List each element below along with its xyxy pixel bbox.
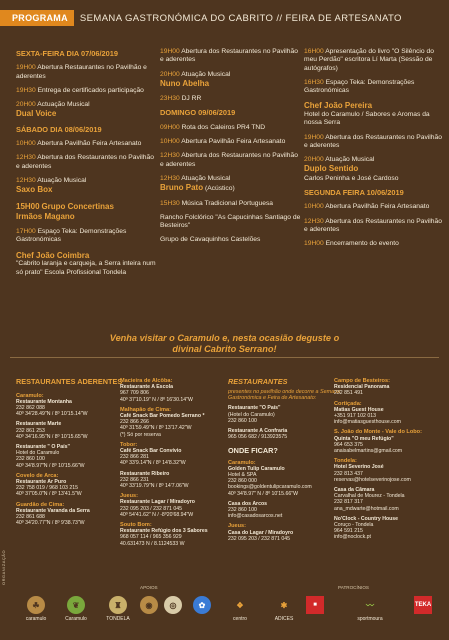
- apoio-logo-red: [306, 596, 326, 614]
- schedule-event: [304, 48, 444, 73]
- listing-detail: 232 861 688: [16, 513, 45, 520]
- schedule-event: [16, 202, 156, 223]
- event-description: Abertura dos Restaurantes no Pavilhão e aderentes: [16, 154, 154, 170]
- event-time: 19H00: [16, 64, 36, 72]
- portugal-logo: [188, 596, 216, 616]
- red-square-icon: ■: [306, 596, 324, 614]
- event-description: Atuação Musical: [181, 174, 231, 182]
- event-time: 20H00: [304, 156, 324, 164]
- schedule-event: [16, 101, 156, 120]
- event-description: Rota dos Caleiros PR4 TND: [181, 123, 266, 131]
- slogan-line-1: Venha visitar o Caramulo e, nesta ocasião deguste o: [109, 333, 340, 343]
- listing-detail: 40º 54'41.62" N / -8º20'68.94"W: [120, 511, 194, 518]
- schedule-event: [160, 200, 302, 208]
- event-description: Espaço Teka: Demonstrações Gastronómicas: [304, 78, 415, 95]
- event-performer: Bruno Pato: [160, 183, 204, 193]
- location-heading: Tobor:: [120, 441, 138, 448]
- schedule-column-2: [160, 48, 302, 251]
- listing-detail: 40º 37'10.19" N / 8º 16'30.14"W: [120, 396, 193, 403]
- listing-detail: 232 866 281: [120, 454, 149, 461]
- tondela-logo: ♜ TONDELA: [100, 596, 136, 622]
- listing-block: [120, 442, 238, 467]
- location-heading: Macieira de Alcôba:: [120, 378, 173, 384]
- portugal-icon: ✿: [193, 596, 211, 614]
- listing-name: Restaurante Varanda da Serra: [16, 507, 90, 514]
- listing-name: Restaurante Refúgio dos 3 Sabores: [120, 528, 208, 535]
- event-description: Grupo Concertinas: [41, 201, 114, 211]
- location-heading: S. João do Monte - Vale do Lobo:: [334, 429, 422, 436]
- listing-block: [334, 401, 446, 426]
- listing-detail: Hotel do Caramulo: [16, 450, 60, 457]
- event-description: Rancho Folclórico "As Capucinhas Santiago de Besteiros": [160, 213, 301, 230]
- schedule-event: [160, 214, 302, 231]
- listing-name: Casa da Câmara: [334, 487, 375, 494]
- schedule-event: [16, 87, 156, 95]
- listing-detail: 964 591 215: [334, 528, 363, 535]
- chef-description: "Cabrito laranja e carqueja, a Serra inteira num só prato" Escola Profissional Tondela: [16, 260, 156, 276]
- location-heading: Tondela:: [334, 458, 357, 465]
- adices-logo: ✱ ADICES: [266, 596, 302, 622]
- event-time: 15H30: [160, 199, 180, 207]
- listing-block: [120, 493, 238, 518]
- schedule-event: [160, 175, 302, 194]
- event-time: 16H30: [304, 78, 324, 86]
- restaurants-heading: RESTAURANTES ADERENTES: [16, 377, 123, 386]
- slogan-line-2: divinal Cabrito Serrano!: [172, 344, 277, 354]
- slogan: [0, 333, 449, 355]
- listing-name: Café Snack Bar Pomedo Serrano *: [120, 413, 205, 420]
- listing-detail: 232 860 100: [228, 506, 257, 513]
- header-bar: [0, 10, 449, 26]
- listing-name: Restaurante A Escola: [120, 384, 173, 391]
- event-title: SEMANA GASTRONÓMICA DO CABRITO // FEIRA DE ARTESANATO: [79, 12, 402, 24]
- apoios-label: APOIOS: [140, 585, 158, 590]
- listing-block: [228, 460, 346, 497]
- event-time: 19H00: [160, 48, 180, 55]
- event-description: Abertura Pavilhão Feira Artesanato: [181, 138, 286, 146]
- location-heading: Campo de Besteiros:: [334, 378, 390, 384]
- apoio-seal-2: [164, 596, 182, 616]
- adices-icon: ✱: [280, 600, 288, 610]
- where-to-stay-heading: ONDE FICAR?: [228, 446, 278, 456]
- chef-name: Chef João Pereira: [304, 101, 373, 111]
- event-description: Abertura dos Restaurantes no Pavilhão e aderentes: [160, 152, 298, 168]
- chef-description: Hotel do Caramulo / Sabores e Aromas da nossa Serra: [304, 110, 430, 127]
- location-heading: Malhapão de Cima:: [120, 406, 171, 413]
- listing-detail: info@noclock.pt: [334, 534, 371, 541]
- pavilion-restaurants-heading: RESTAURANTES: [228, 377, 288, 386]
- schedule-event: [16, 228, 156, 245]
- restaurants-column-3: [228, 378, 346, 546]
- event-time: 12H30: [304, 217, 324, 225]
- listing-block: [120, 471, 238, 490]
- listing-detail: 968 057 114 / 965 356 929: [120, 534, 182, 541]
- event-description: Abertura dos Restaurantes no Pavilhão e aderentes: [160, 48, 298, 64]
- event-description: Abertura Restaurantes no Pavilhão e aderentes: [16, 64, 147, 80]
- accommodation-column: [334, 378, 446, 545]
- schedule-column-1: [16, 48, 156, 283]
- listing-detail: 40º 34'8.97"N / 8º 10'15.66"W: [16, 462, 85, 469]
- event-description: Apresentação do livro "O Silêncio do meu Perdão" escritora Lí Marta (Sessão de autógrafos): [304, 48, 434, 72]
- location-heading: Jueus:: [228, 523, 247, 530]
- listing-name: Matias Guest House: [334, 406, 384, 413]
- chef-name: Chef João Coimbra: [16, 250, 90, 260]
- event-time: 15H00: [16, 201, 40, 211]
- listing-detail: 232 851 491: [334, 390, 363, 397]
- location-heading: Cortiçada:: [334, 400, 362, 407]
- listing-name: Casa dos Arcos: [228, 500, 268, 507]
- listing-detail: 232 817 317: [334, 499, 363, 506]
- patrocinios-label: PATROCÍNIOS: [338, 585, 369, 590]
- listing-name: Café Snack Bar Convívio: [120, 448, 182, 455]
- event-description: DJ RR: [181, 95, 202, 103]
- event-time: 09H00: [160, 123, 180, 131]
- leaf-icon: ❦: [67, 596, 85, 614]
- schedule-event: [304, 240, 444, 248]
- schedule-column-3: [304, 48, 444, 255]
- seal-icon: ◎: [164, 596, 182, 614]
- event-description: Atuação Musical: [37, 176, 87, 184]
- day-heading: SÁBADO DIA 08/06/2019: [16, 124, 102, 134]
- pavilion-restaurants-subtitle: presentes no pavilhão onde decorre a Semana Gastronómica e Feira de Artesanato:: [228, 388, 341, 401]
- listing-name: Restaurante Montanha: [16, 398, 72, 405]
- teka-badge: TEKA: [414, 596, 432, 614]
- chef-block: [16, 251, 156, 277]
- teka-logo: [414, 596, 436, 614]
- listing-block: [16, 393, 126, 418]
- listing-detail: 40º 31'59.49"N / 8º 13'17.42"W: [120, 425, 192, 432]
- schedule-event: [16, 140, 156, 148]
- event-time: 16H00: [304, 48, 324, 55]
- listing-detail: ana_mdwarte@hotmail.com: [334, 505, 399, 512]
- listing-detail: 967 709 806: [120, 390, 149, 397]
- listing-block: [228, 428, 346, 440]
- listing-block: [228, 501, 346, 520]
- listing-name: Hotel Severino José: [334, 464, 384, 471]
- caramulo-seal-icon: ☘: [27, 596, 45, 614]
- listing-name: Restaurante Ribeiro: [120, 470, 170, 477]
- location-heading: Caramulo:: [16, 392, 44, 399]
- event-time: 20H00: [16, 101, 36, 109]
- listing-detail: 40º 34'8.97" N / 8º 10'15.66"W: [228, 490, 299, 497]
- event-description: Atuação Musical: [181, 70, 231, 78]
- sponsor-logos: [18, 596, 443, 626]
- schedule-event: [160, 152, 302, 169]
- event-description: Entrega de certificados participação: [37, 86, 144, 94]
- listing-detail: info@casadosarcos.net: [228, 513, 283, 520]
- event-time: 10H00: [16, 140, 36, 148]
- listing-block: [120, 378, 238, 403]
- event-time: 12H30: [16, 154, 36, 162]
- listing-block: [120, 407, 238, 438]
- listing-name: Restaurante "O País": [228, 405, 281, 412]
- schedule-event: [16, 64, 156, 81]
- listing-detail: 40º 37'05.0"N / 8º 13'41.5"W: [16, 491, 82, 498]
- event-time: 23H30: [160, 95, 180, 103]
- event-performer: Duplo Sentido: [304, 164, 359, 174]
- listing-detail: +351 917 102 013: [334, 413, 376, 420]
- event-time: 19H00: [304, 240, 324, 248]
- schedule-event: [160, 236, 302, 244]
- listing-name: Golden Tulip Caramulo: [228, 465, 285, 472]
- event-time: 20H00: [160, 70, 180, 78]
- listing-detail: Coruço - Tondela: [334, 522, 374, 529]
- event-performer: Nuno Abelha: [160, 78, 210, 88]
- listing-detail: bookings@goldentulipcaramulo.com: [228, 484, 312, 491]
- listing-detail: Hotel & SPA: [228, 471, 257, 478]
- event-time: 12H30: [160, 174, 180, 182]
- listing-block: [334, 516, 446, 541]
- event-time: 19H30: [16, 86, 36, 94]
- listing-block: [334, 487, 446, 512]
- listing-detail: 232 095 203 / 232 871 045: [228, 535, 291, 542]
- schedule-event: [160, 95, 302, 103]
- event-description: Abertura dos Restaurantes no Pavilhão e aderentes: [304, 133, 442, 149]
- event-description: Encerramento do evento: [325, 240, 399, 248]
- listing-detail: 40.631473 N / 8.1124533 W: [120, 540, 185, 547]
- event-time: 12H30: [16, 176, 36, 184]
- listing-detail: 964 653 375: [334, 441, 363, 448]
- listing-detail: 40º 34'28.49"N / 8º 10'15.14"W: [16, 411, 88, 418]
- listing-name: Restaurante Lagar / Miradoyro: [120, 499, 195, 506]
- schedule-event: [16, 154, 156, 171]
- event-performer: Saxo Box: [16, 185, 53, 195]
- location-heading: Guardão de Cima:: [16, 501, 65, 508]
- listing-detail: anaisabelmartins@gmail.com: [334, 448, 403, 455]
- schedule-event: [304, 79, 444, 96]
- listing-detail: 40º 34'16.95"N / 8º 10'15.65"W: [16, 433, 88, 440]
- listing-detail: (Hotel do Caramulo): [228, 411, 275, 418]
- schedule-event: [160, 48, 302, 65]
- listing-block: [334, 429, 446, 454]
- listing-name: No'Clock - Country House: [334, 515, 399, 522]
- listing-block: [228, 523, 346, 542]
- listing-detail: 232 860 100: [228, 417, 257, 424]
- event-description: Abertura Pavilhão Feira Artesanato: [37, 140, 142, 148]
- listing-block: [334, 458, 446, 483]
- centro-icon: ❖: [236, 600, 244, 610]
- listing-name: Casa do Lagar / Miradoyro: [228, 529, 294, 536]
- listing-name: Restaurante A Confraria: [228, 427, 288, 434]
- listing-detail: 40º 33'9.14"N / 8º 14'8.32"W: [120, 460, 186, 467]
- program-badge: PROGRAMA: [0, 10, 74, 26]
- event-time: 10H00: [160, 138, 180, 146]
- apoio-seal-1: [140, 596, 158, 616]
- listing-name: Restaurante Ar Puro: [16, 478, 67, 485]
- location-heading: Covelo de Arca:: [16, 472, 59, 479]
- caramulo-tourism-logo: ❦ Caramulo: [58, 596, 94, 622]
- listing-detail: (*) Só por reserva: [120, 431, 161, 438]
- divider: [10, 357, 439, 358]
- listing-detail: Carvalhal de Mourez - Tondela: [334, 493, 405, 500]
- listing-detail: 232 095 203 / 232 871 045: [120, 505, 183, 512]
- event-description: Actuação Musical: [37, 101, 90, 109]
- chef-block: [304, 101, 444, 127]
- event-time: 19H00: [304, 133, 324, 141]
- listing-detail: reservas@hotelseverinojose.com: [334, 476, 411, 483]
- listing-detail: 232 862 088: [16, 404, 45, 411]
- listing-detail: 232 861 253: [16, 427, 45, 434]
- event-performer: Irmãos Magano: [16, 211, 75, 221]
- seal-icon: ◉: [140, 596, 158, 614]
- sportmoura-logo: 〰 sportmoura: [348, 596, 392, 622]
- event-note: (Acústico): [203, 185, 235, 193]
- schedule-event: [160, 124, 302, 132]
- listing-detail: 232 758 019 / 968 103 215: [16, 485, 79, 492]
- schedule-event: [16, 177, 156, 196]
- restaurants-column-1: [16, 378, 126, 530]
- event-performer: Dual Voice: [16, 109, 57, 119]
- listing-block: [16, 421, 126, 440]
- event-extra: Carlos Peninha e José Cardoso: [304, 174, 399, 182]
- event-description: Espaço Teka: Demonstrações Gastronómicas: [16, 228, 127, 244]
- listing-name: Residencial Panorama: [334, 384, 390, 391]
- day-heading: SEXTA-FEIRA DIA 07/06/2019: [16, 49, 118, 58]
- listing-detail: info@matiasguesthouse.com: [334, 419, 401, 426]
- crest-icon: ♜: [109, 596, 127, 614]
- listing-block: [16, 502, 126, 527]
- schedule-event: [304, 203, 444, 211]
- location-heading: Souto Bom:: [120, 522, 152, 529]
- listing-detail: 965 056 682 / 913923575: [228, 434, 288, 441]
- schedule-event: [160, 71, 302, 90]
- event-description: Atuação Musical: [325, 156, 375, 164]
- caramulo-logo: ☘ caramulo: [18, 596, 54, 622]
- event-description: Abertura Pavilhão Feira Artesanato: [325, 203, 430, 211]
- event-description: Música Tradicional Portuguesa: [181, 199, 274, 207]
- listing-block: [16, 473, 126, 498]
- organization-label: ORGANIZAÇÃO: [1, 549, 6, 585]
- location-heading: Jueus:: [120, 493, 139, 500]
- listing-detail: 232 860 100: [16, 456, 45, 463]
- event-time: 10H00: [304, 203, 324, 211]
- schedule-event: [160, 138, 302, 146]
- event-time: 17H00: [16, 228, 36, 236]
- listing-detail: 40º 34'20.77"N / 8º 9'38.73"W: [16, 520, 85, 527]
- listing-block: [228, 405, 346, 424]
- event-description: Abertura dos Restaurantes no Pavilhão e aderentes: [304, 217, 442, 233]
- event-description: Grupo de Cavaquinhos Castelões: [160, 236, 261, 244]
- listing-block: [16, 444, 126, 469]
- listing-detail: 40º 33'19.79"N / 8º 14'7.06"W: [120, 483, 189, 490]
- schedule-event: [304, 218, 444, 235]
- day-heading: DOMINGO 09/06/2019: [160, 108, 236, 118]
- location-heading: Caramulo:: [228, 459, 256, 466]
- centro-logo: ❖ centro: [222, 596, 258, 622]
- listing-detail: 232 866 266: [120, 419, 149, 426]
- listing-detail: 232 860 000: [228, 478, 257, 485]
- listing-name: Restaurante " O País": [16, 443, 70, 450]
- swirl-icon: 〰: [366, 600, 374, 610]
- day-heading: SEGUNDA FEIRA 10/06/2019: [304, 188, 404, 198]
- event-time: 12H30: [160, 152, 180, 160]
- listing-detail: 232 866 231: [120, 476, 149, 483]
- listing-name: Restaurante Marte: [16, 421, 62, 428]
- listing-detail: 232 813 437: [334, 470, 363, 477]
- schedule-event: [304, 134, 444, 151]
- listing-block: [334, 378, 446, 397]
- restaurants-column-2: [120, 378, 238, 551]
- listing-name: Quinta "O meu Refúgio": [334, 435, 394, 442]
- schedule-event: [304, 156, 444, 183]
- listing-block: [120, 522, 238, 547]
